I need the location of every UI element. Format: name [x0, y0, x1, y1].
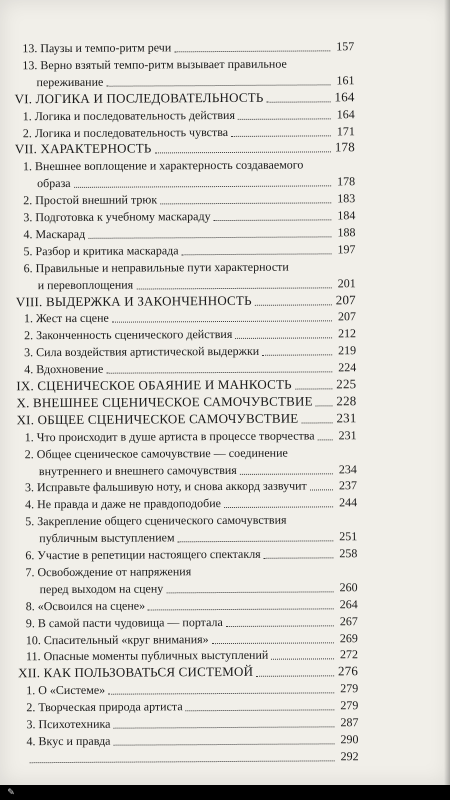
page-number: 287 — [340, 715, 359, 730]
page-number: 272 — [339, 647, 359, 662]
entry-title: 3. Психотехника — [26, 716, 111, 732]
dot-leader — [231, 135, 331, 137]
page-number: 244 — [339, 495, 358, 510]
page-number: 164 — [336, 106, 355, 121]
chapter-title: XI. ОБЩЕЕ СЦЕНИЧЕСКОЕ САМОЧУВСТВИЕ — [16, 410, 299, 428]
dot-leader — [226, 625, 334, 627]
toc-entry-row — [4, 681, 450, 699]
toc-chapter-row — [2, 377, 450, 395]
dot-leader — [148, 608, 334, 610]
page-number: 171 — [336, 123, 355, 138]
toc-entry-row — [4, 579, 450, 597]
toc-entry-row — [4, 715, 450, 733]
toc-chapter-row — [2, 292, 450, 310]
dot-leader — [106, 84, 330, 86]
page-number: 279 — [340, 698, 359, 713]
entry-title: 1. Жест на сцене — [23, 311, 109, 326]
entry-title: 2. Творческая природа артиста — [26, 699, 183, 715]
dot-leader — [30, 760, 335, 763]
toc-chapter-row — [4, 664, 450, 682]
corner-icon: ✎ — [7, 788, 15, 798]
toc-entry-row — [4, 698, 450, 716]
dot-leader — [88, 236, 331, 238]
toc-entry-row — [3, 563, 450, 581]
page-number: 184 — [337, 208, 356, 223]
chapter-title: VIII. ВЫДЕРЖКА И ЗАКОНЧЕННОСТЬ — [15, 292, 252, 309]
dot-leader — [106, 371, 332, 373]
dot-leader — [174, 50, 330, 52]
page-number: 212 — [337, 326, 357, 341]
toc-entry-row — [1, 225, 450, 243]
page-number: 207 — [337, 309, 356, 324]
toc-entry-row — [1, 191, 450, 209]
dot-leader — [160, 202, 331, 204]
toc-entry-row — [2, 360, 450, 378]
toc-entry-row — [4, 647, 450, 665]
dot-leader — [255, 304, 332, 305]
toc-entry-row — [4, 732, 450, 750]
entry-title: публичным выступлением — [39, 530, 175, 546]
dot-leader — [224, 507, 333, 509]
page-number: 201 — [337, 275, 356, 290]
page-edge-shadow — [444, 0, 450, 785]
dot-leader — [212, 642, 334, 644]
dot-leader — [235, 338, 332, 340]
page-number: 258 — [339, 546, 358, 561]
dot-leader — [271, 659, 334, 660]
entry-title: 1. Внешнее воплощение и характерность создаваемого — [22, 157, 304, 174]
dot-leader — [214, 219, 332, 221]
entry-title: перед выходом на сцену — [39, 581, 164, 596]
page-number: 264 — [339, 596, 358, 611]
toc-entry-row — [3, 461, 450, 479]
toc-chapter-row — [2, 394, 450, 412]
toc-entry-row — [3, 546, 450, 564]
entry-title: 6. Правильные и неправильные пути характерности — [23, 259, 289, 275]
page-number: 260 — [339, 579, 358, 595]
dot-leader — [267, 101, 331, 102]
entry-title: 3. Исправьте фальшивую ноту, и снова аккорд зазвучит — [24, 478, 307, 495]
entry-title: 8. «Освоился на сцене» — [25, 598, 146, 613]
entry-title: 3. Сила воздействия артистической выдержки — [24, 343, 260, 360]
toc-entry-row — [3, 427, 450, 445]
entry-title: 7. Освобождение от напряжения — [25, 564, 192, 580]
dot-leader — [155, 152, 331, 154]
page-number: 157 — [336, 39, 355, 54]
toc-entry-row — [1, 174, 450, 192]
entry-title: 5. Закрепление общего сценического самочувствия — [25, 512, 287, 529]
entry-title: 2. Простой внешний трюк — [23, 192, 158, 208]
dot-leader — [240, 473, 333, 475]
entry-title: внутреннего и внешнего самочувствия — [38, 462, 237, 478]
dot-leader — [108, 693, 334, 695]
toc-entry-row — [2, 258, 450, 276]
toc-chapter-row — [1, 140, 450, 158]
page-number: 290 — [340, 732, 359, 747]
dot-leader — [318, 439, 333, 440]
chapter-title: IX. СЦЕНИЧЕСКОЕ ОБАЯНИЕ И МАНКОСТЬ — [16, 376, 292, 394]
toc-entry-row — [1, 106, 450, 124]
page-number: 178 — [337, 174, 356, 189]
entry-title: 6. Участие в репетиции настоящего спектакля — [25, 546, 261, 563]
entry-title: 4. Не правда и даже не правдоподобие — [25, 496, 221, 512]
page-number: 219 — [338, 343, 357, 358]
toc-entry-row — [5, 748, 450, 766]
page-number: 183 — [337, 191, 356, 206]
toc-entry-row — [0, 72, 450, 90]
entry-title: 1. Что происходит в душе артиста в процессе творчества — [24, 428, 315, 444]
entry-title: 2. Логика и последовательность чувства — [22, 124, 229, 140]
page-number: 237 — [338, 478, 358, 493]
entry-title: 4. Вкус и правда — [26, 733, 111, 749]
toc-entry-row — [3, 529, 450, 547]
toc-entry-row — [3, 478, 450, 496]
dot-leader — [310, 490, 333, 491]
entry-title: 9. В самой пасти чудовища — портала — [25, 614, 223, 630]
page-number: 231 — [336, 410, 357, 426]
toc-entry-row — [4, 630, 450, 648]
toc-entry-row — [0, 56, 450, 74]
toc-entry-row — [3, 512, 450, 530]
entry-title: переживание — [36, 74, 104, 89]
entry-title: 4. Маскарад — [23, 226, 86, 242]
toc-entry-row — [3, 444, 450, 462]
chapter-title: X. ВНЕШНЕЕ СЦЕНИЧЕСКОЕ САМОЧУВСТВИЕ — [16, 393, 313, 411]
entry-title: 10. Спасительный «круг внимания» — [25, 631, 209, 647]
dot-leader — [74, 186, 331, 189]
dot-leader — [166, 591, 333, 593]
dot-leader — [186, 709, 335, 711]
toc-entry-row — [2, 309, 450, 327]
dot-leader — [256, 676, 334, 677]
page-number: 234 — [338, 461, 357, 476]
toc-entry-row — [4, 613, 450, 631]
entry-title: 2. Общее сценическое самочувствие — соединение — [24, 445, 288, 461]
dot-leader — [136, 287, 331, 289]
toc-entry-row — [1, 241, 450, 259]
page-number: 225 — [336, 376, 357, 392]
toc-entry-row — [4, 596, 450, 614]
dot-leader — [302, 422, 333, 423]
chapter-title: VI. ЛОГИКА И ПОСЛЕДОВАТЕЛЬНОСТЬ — [14, 89, 264, 106]
toc-entry-row — [2, 326, 450, 344]
page-number: 164 — [334, 88, 355, 105]
dot-leader — [264, 557, 334, 558]
page-number: 231 — [338, 427, 357, 443]
chapter-title: VII. ХАРАКТЕРНОСТЬ — [14, 140, 152, 157]
page-number: 292 — [340, 748, 359, 764]
toc-entry-row — [2, 343, 450, 361]
entry-title: 2. Законченность сценического действия — [24, 327, 233, 343]
dot-leader — [114, 726, 335, 728]
page-number: 279 — [340, 681, 359, 696]
entry-title: 13. Паузы и темпо-ритм речи — [22, 40, 172, 56]
dot-leader — [238, 118, 331, 120]
toc-entry-row — [2, 275, 450, 293]
entry-title: 11. Опасные моменты публичных выступлений — [25, 648, 269, 664]
page-number: 251 — [339, 529, 358, 544]
toc-entry-row — [0, 39, 450, 57]
entry-title: 3. Подготовка к учебному маскараду — [23, 209, 211, 225]
toc-entry-row — [1, 208, 450, 226]
page-number: 276 — [337, 663, 359, 679]
page-number: 188 — [337, 225, 356, 240]
toc-chapter-row — [1, 89, 450, 107]
dot-leader — [178, 540, 334, 542]
chapter-title: XII. КАК ПОЛЬЗОВАТЬСЯ СИСТЕМОЙ — [18, 664, 254, 681]
dot-leader — [112, 321, 332, 323]
entry-title: 13. Верно взятый темпо-ритм вызывает правильное — [22, 56, 287, 73]
entry-title: 1. О «Системе» — [26, 682, 106, 698]
entry-title: образа — [37, 176, 71, 191]
page-number: 207 — [335, 291, 356, 307]
toc-chapter-row — [3, 410, 450, 428]
page-number: 224 — [338, 360, 357, 375]
entry-title: 4. Вдохновение — [24, 361, 104, 377]
toc-entry-row — [3, 495, 450, 513]
dot-leader — [295, 388, 332, 389]
dot-leader — [316, 405, 333, 406]
page-number: 267 — [339, 613, 358, 628]
entry-title: и перевоплощения — [37, 277, 134, 292]
toc-entry-row — [1, 123, 450, 141]
page-number: 228 — [336, 393, 357, 409]
entry-title: 1. Логика и последовательность действия — [22, 107, 235, 123]
dot-leader — [114, 743, 335, 745]
dot-leader — [262, 355, 332, 356]
entry-title: 5. Разбор и критика маскарада — [23, 243, 179, 259]
dot-leader — [182, 253, 332, 255]
page-number: 178 — [334, 139, 355, 155]
toc-entry-row — [1, 157, 450, 175]
page-number: 197 — [337, 242, 356, 257]
page-number: 269 — [339, 630, 358, 645]
page-number: 161 — [336, 73, 355, 88]
